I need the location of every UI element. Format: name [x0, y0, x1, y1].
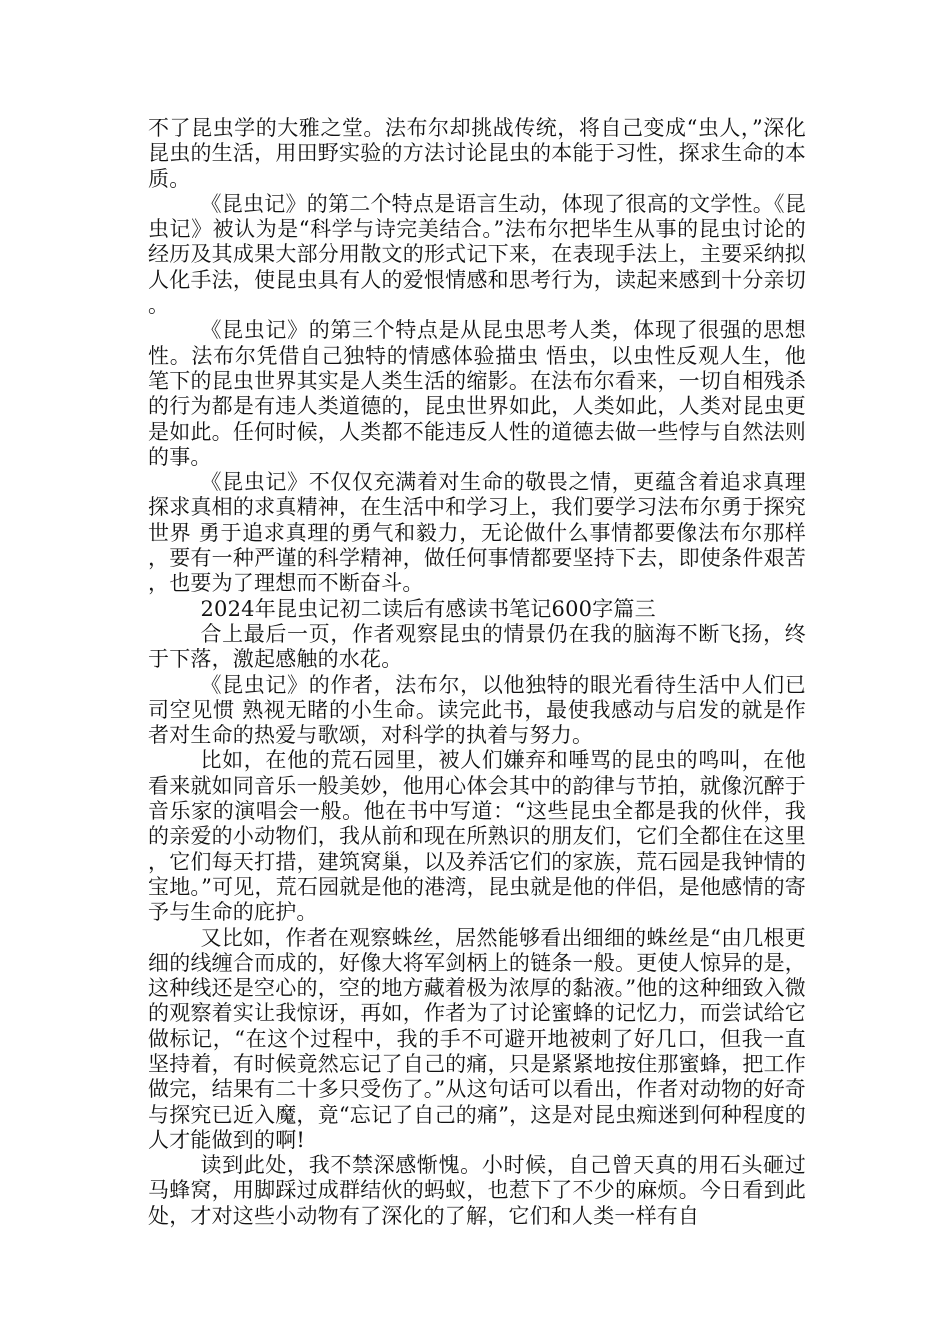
- paragraph-conclusion: 《昆虫记》不仅仅充满着对生命的敬畏之情，更蕴含着追求真理 探求真相的求真精神，在生活中和学习上，我们要学习法布尔勇于探究世界 勇于追求真理的勇气和毅力，无论做什么事情都要像法布尔那样，要有一种严谨的科学精神，做任何事情都要坚持下去，即使条件艰苦，也要为了理想而不断奋斗。: [148, 470, 806, 596]
- paragraph-example-spider: 又比如，作者在观察蛛丝，居然能够看出细细的蛛丝是“由几根更细的线缠合而成的，好像大将军剑柄上的链条一般。更使人惊异的是，这种线还是空心的，空的地方藏着极为浓厚的黏液。”他的这种细致入微的观察着实让我惊讶，再如，作者为了讨论蜜蜂的记忆力，而尝试给它做标记，“在这个过程中，我的手不可避开地被刺了好几口，但我一直坚持着，有时候竟然忘记了自己的痛，只是紧紧地按住那蜜蜂，把工作做完，结果有二十多只受伤了。”从这句话可以看出，作者对动物的好奇与探究已近入魔，竟“忘记了自己的痛”，这是对昆虫痴迷到何种程度的人才能做到的啊!: [148, 925, 806, 1152]
- section-title: 2024年昆虫记初二读后有感读书笔记600字篇三: [200, 596, 656, 621]
- paragraph-second-feature: 《昆虫记》的第二个特点是语言生动，体现了很高的文学性。《昆虫记》被认为是“科学与诗完美结合。”法布尔把毕生从事的昆虫讨论的经历及其成果大部分用散文的形式记下来，在表现手法上，主要采纳拟人化手法，使昆虫具有人的爱恨情感和思考行为，读起来感到十分亲切。: [148, 191, 806, 318]
- document-body: [148, 116, 806, 1229]
- paragraph-continuation: 不了昆虫学的大雅之堂。法布尔却挑战传统，将自己变成“虫人，”深化昆虫的生活，用田野实验的方法讨论昆虫的本能于习性，探求生命的本质。: [148, 116, 806, 191]
- paragraph-reflection: 读到此处，我不禁深感惭愧。小时候，自己曾天真的用石头砸过马蜂窝，用脚踩过成群结伙的蚂蚁，也惹下了不少的麻烦。今日看到此处，才对这些小动物有了深化的了解，它们和人类一样有自: [148, 1153, 806, 1228]
- paragraph-opening: 合上最后一页，作者观察昆虫的情景仍在我的脑海不断飞扬，终于下落，激起感触的水花。: [148, 621, 806, 672]
- paragraph-example-garden: 比如，在他的荒石园里，被人们嫌弃和唾骂的昆虫的鸣叫，在他看来就如同音乐一般美妙，他用心体会其中的韵律与节拍，就像沉醉于音乐家的演唱会一般。他在书中写道：“这些昆虫全都是我的伙伴，我的亲爱的小动物们，我从前和现在所熟识的朋友们，它们全都住在这里，它们每天打措，建筑窝巢，以及养活它们的家族，荒石园是我钟情的宝地。”可见，荒石园就是他的港湾，昆虫就是他的伴侣，是他感情的寄予与生命的庇护。: [148, 748, 806, 925]
- paragraph-third-feature: 《昆虫记》的第三个特点是从昆虫思考人类，体现了很强的思想性。法布尔凭借自己独特的情感体验描虫 悟虫，以虫性反观人生，他笔下的昆虫世界其实是人类生活的缩影。在法布尔看来，一切自相残杀的行为都是有违人类道德的，昆虫世界如此，人类如此，人类对昆虫更是如此。任何时候，人类都不能违反人性的道德去做一些悖与自然法则的事。: [148, 318, 806, 469]
- paragraph-author: 《昆虫记》的作者，法布尔，以他独特的眼光看待生活中人们已司空见惯 熟视无睹的小生命。读完此书，最使我感动与启发的就是作者对生命的热爱与歌颂，对科学的执着与努力。: [148, 672, 806, 748]
